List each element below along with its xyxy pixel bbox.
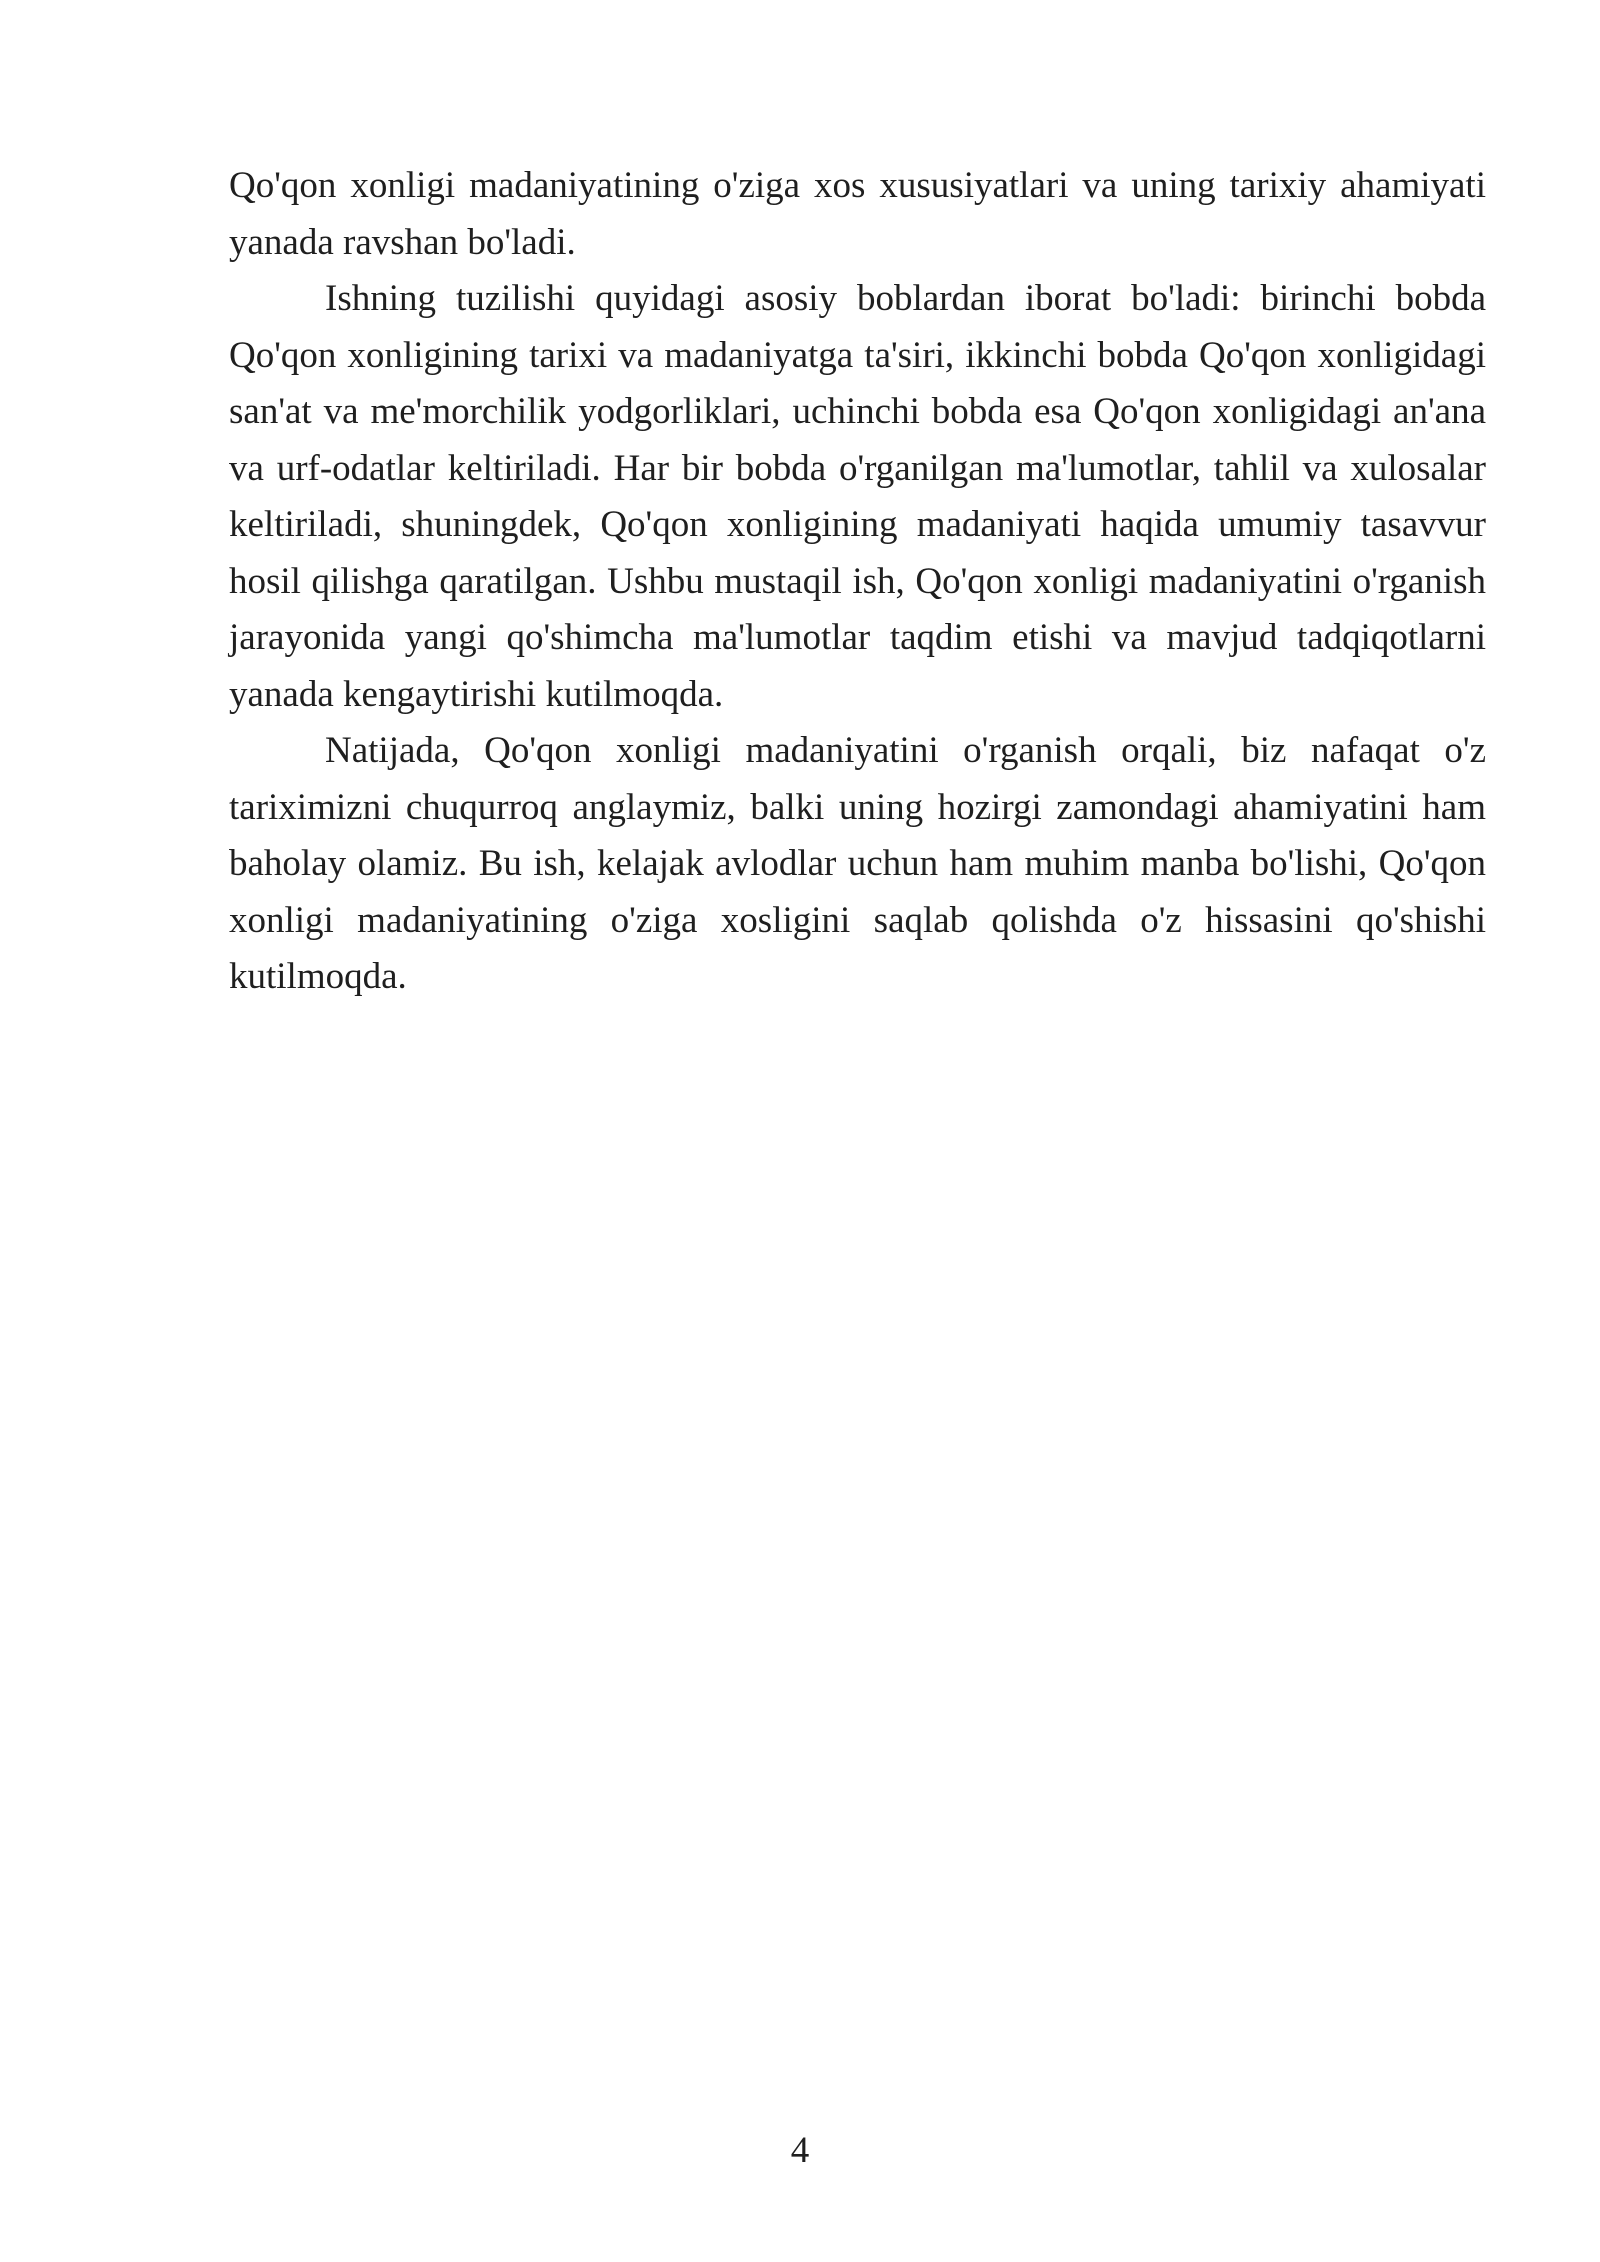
page-number: 4 [790, 2130, 810, 2171]
paragraph-conclusion: Natijada, Qo'qon xonligi madaniyatini o'rganish orqali, biz nafaqat o'z tariximizni chuqurroq anglaymiz, balki uning hozirgi zamondagi ahamiyatini ham baholay olamiz. Bu ish, kelajak avlodlar uchun ham muhim manba bo'lishi, Qo'qon xonligi madaniyatining o'ziga xosligini saqlab qolishda o'z hissasini qo'shishi kutilmoqda. [229, 730, 1486, 997]
body-text [229, 158, 1486, 1006]
paragraph-structure: Ishning tuzilishi quyidagi asosiy boblardan iborat bo'ladi: birinchi bobda Qo'qon xonligining tarixi va madaniyatga ta'siri, ikkinchi bobda Qo'qon xonligidagi san'at va me'morchilik yodgorliklari, uchinchi bobda esa Qo'qon xonligidagi an'ana va urf-odatlar keltiriladi. Har bir bobda o'rganilgan ma'lumotlar, tahlil va xulosalar keltiriladi, shuningdek, Qo'qon xonligining madaniyati haqida umumiy tasavvur hosil qilishga qaratilgan. Ushbu mustaqil ish, Qo'qon xonligi madaniyatini o'rganish jarayonida yangi qo'shimcha ma'lumotlar taqdim etishi va mavjud tadqiqotlarni yanada kengaytirishi kutilmoqda. [229, 278, 1486, 715]
paragraph-intro-continuation: Qo'qon xonligi madaniyatining o'ziga xos xususiyatlari va uning tarixiy ahamiyati yanada ravshan bo'ladi. [229, 165, 1486, 263]
